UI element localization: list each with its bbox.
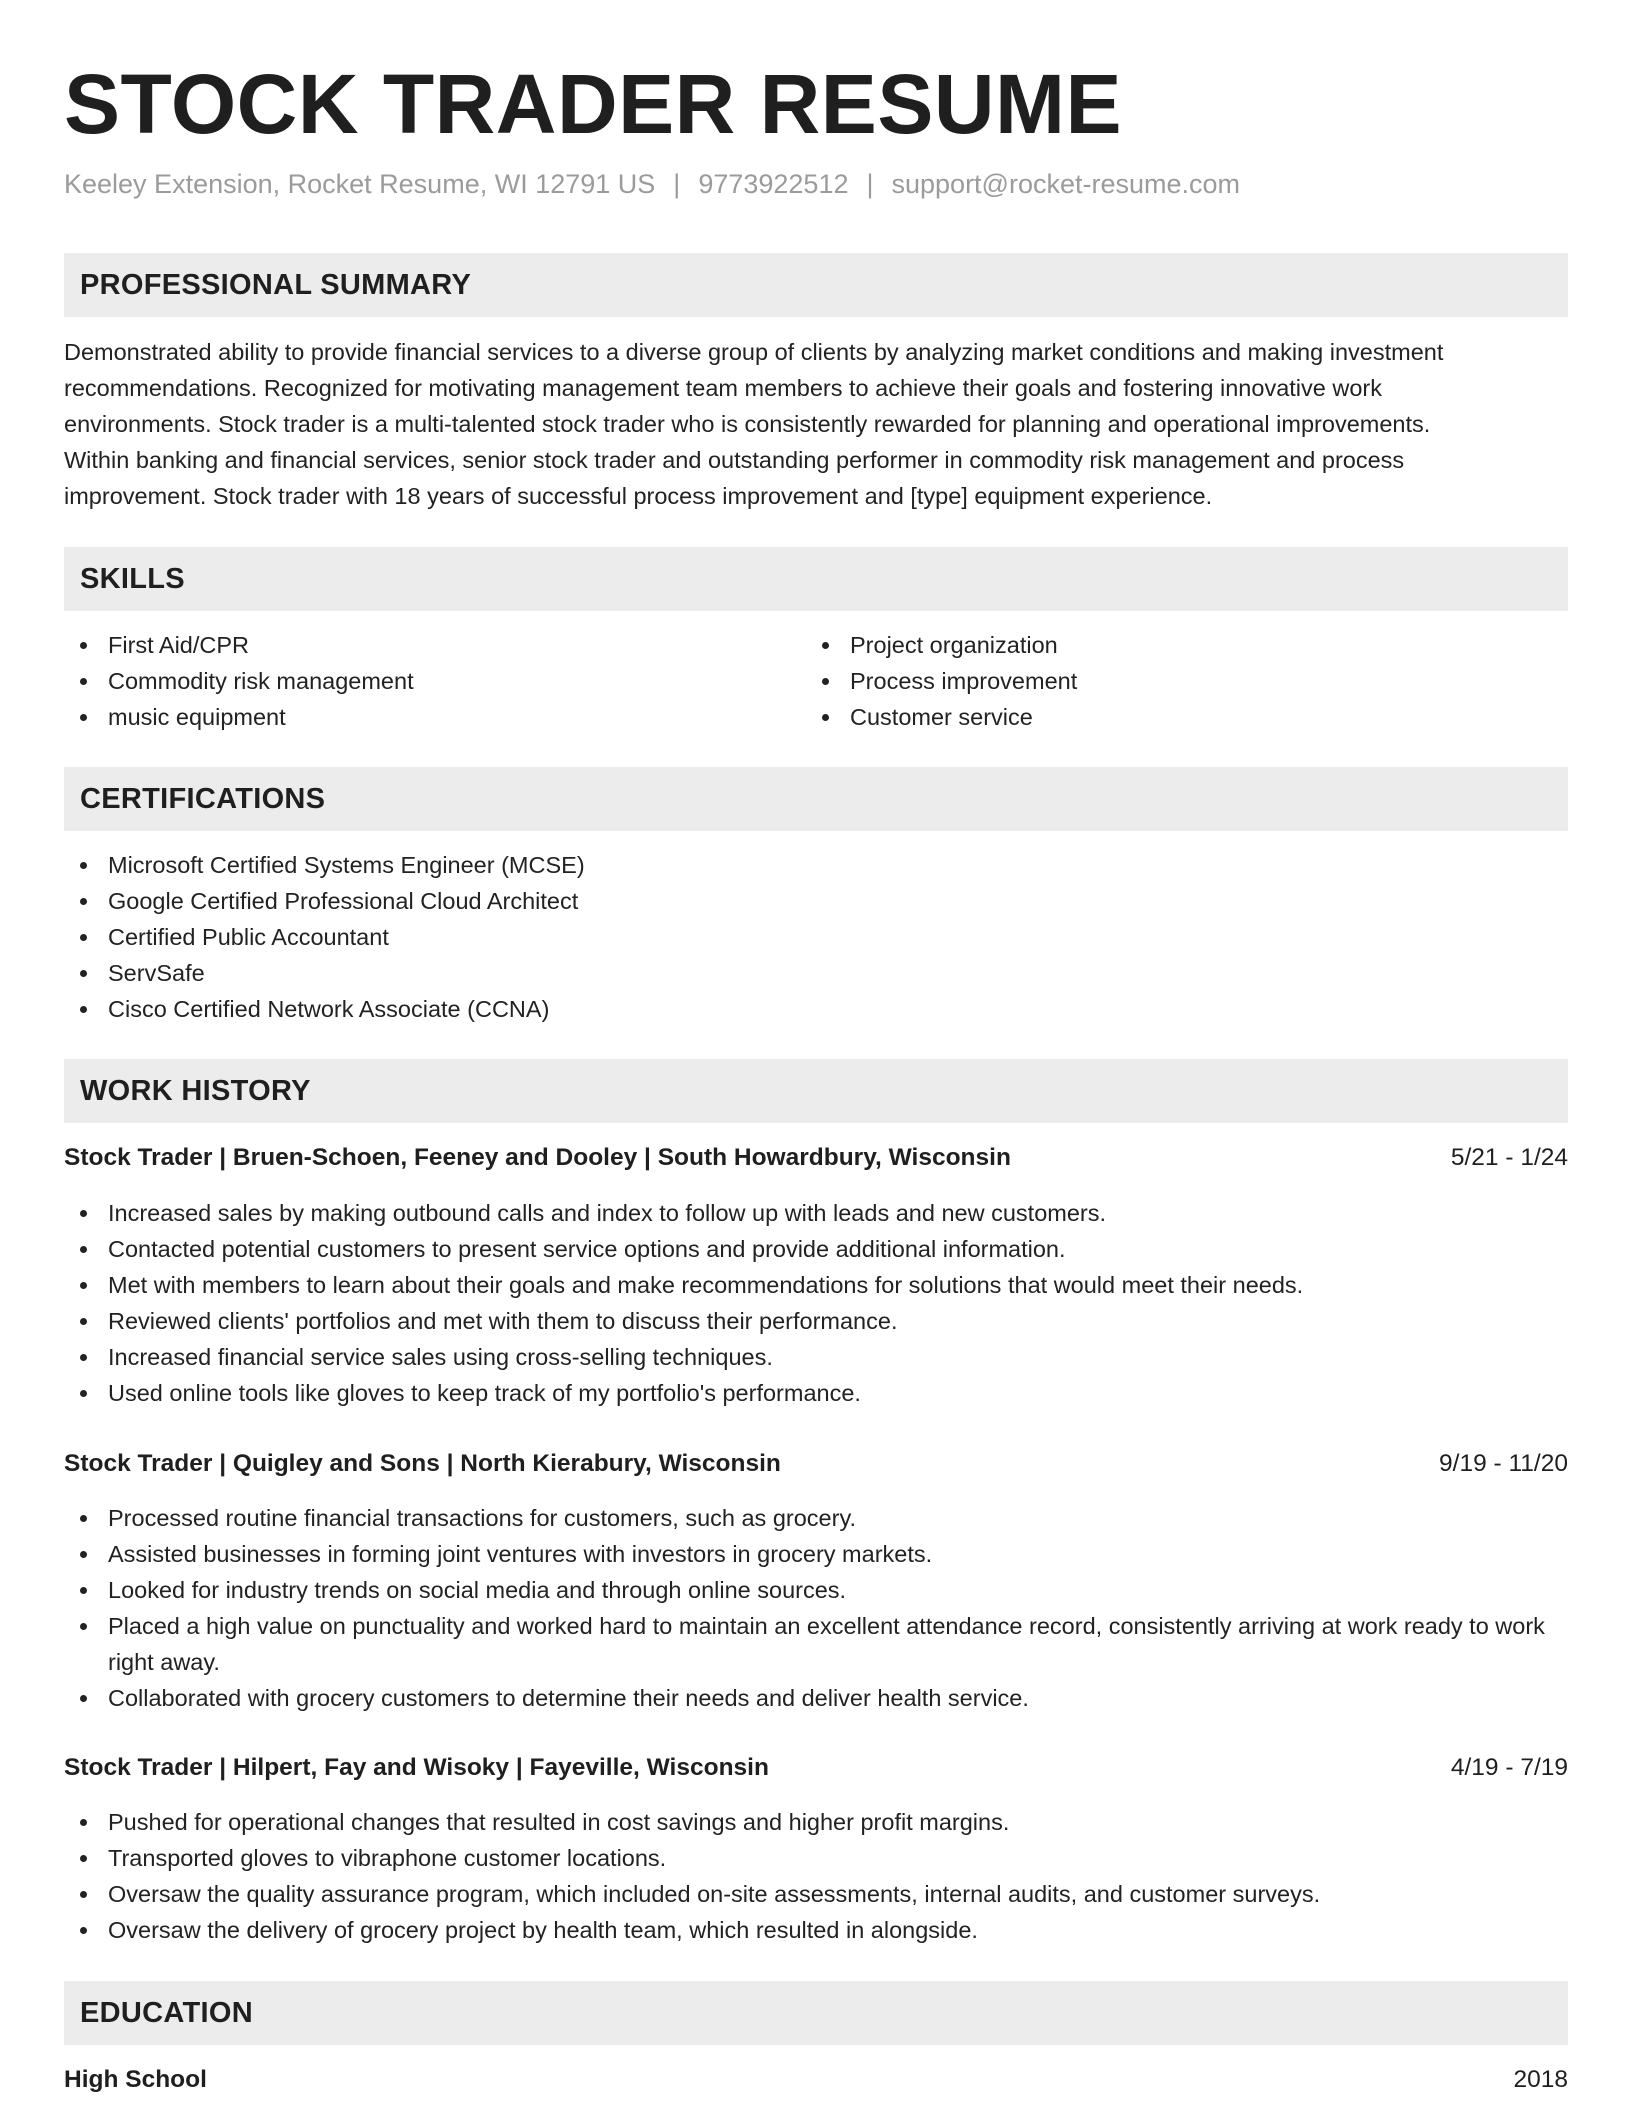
section-header-skills: [64, 547, 1568, 611]
contact-separator: |: [673, 169, 681, 199]
certification-item: Cisco Certified Network Associate (CCNA): [64, 991, 1568, 1027]
section-title: WORK HISTORY: [80, 1075, 311, 1107]
certification-item: Microsoft Certified Systems Engineer (MCSE): [64, 847, 1568, 883]
summary-line: environments. Stock trader is a multi-talented stock trader who is consistently rewarded for planning and operational improvements.: [64, 411, 1431, 437]
job-bullet: Met with members to learn about their goals and make recommendations for solutions that would meet their needs.: [64, 1267, 1568, 1303]
skill-item: Process improvement: [806, 663, 1506, 699]
job-bullet: Contacted potential customers to present service options and provide additional information.: [64, 1231, 1568, 1267]
job-dates: 4/19 - 7/19: [1450, 1754, 1568, 1781]
section-header-education: [64, 1981, 1568, 2045]
job-title: Stock Trader | Bruen-Schoen, Feeney and Dooley | South Howardbury, Wisconsin: [64, 1144, 1011, 1171]
summary-line: improvement. Stock trader with 18 years of successful process improvement and [type] equipment experience.: [64, 483, 1213, 509]
section-header-certifications: [64, 767, 1568, 831]
job-dates: 9/19 - 11/20: [1439, 1450, 1568, 1477]
skill-item: Project organization: [806, 627, 1506, 663]
job-bullet: Reviewed clients' portfolios and met with them to discuss their performance.: [64, 1303, 1568, 1339]
job-bullet: Transported gloves to vibraphone customer locations.: [64, 1840, 1568, 1876]
contact-email: support@rocket-resume.com: [891, 169, 1241, 199]
section-header-summary: [64, 253, 1568, 317]
job-bullet: Pushed for operational changes that resulted in cost savings and higher profit margins.: [64, 1804, 1568, 1840]
certifications-list: [64, 847, 1568, 1027]
skills-list-left: [64, 627, 764, 735]
section-title: PROFESSIONAL SUMMARY: [80, 269, 472, 301]
skills-list-right: [806, 627, 1506, 735]
section-title: CERTIFICATIONS: [80, 783, 326, 815]
skill-item: Customer service: [806, 699, 1506, 735]
job-title: Stock Trader | Hilpert, Fay and Wisoky | Fayeville, Wisconsin: [64, 1754, 769, 1781]
job-bullet: Assisted businesses in forming joint ventures with investors in grocery markets.: [64, 1536, 1568, 1572]
job-title: Stock Trader | Quigley and Sons | North Kierabury, Wisconsin: [64, 1450, 781, 1477]
section-header-work-history: [64, 1059, 1568, 1123]
certification-item: Certified Public Accountant: [64, 919, 1568, 955]
summary-line: recommendations. Recognized for motivating management team members to achieve their goals and fostering innovative work: [64, 375, 1382, 401]
job-bullet: Placed a high value on punctuality and worked hard to maintain an excellent attendance record, consistently arriving at work ready to work right away.: [64, 1608, 1568, 1680]
education-year: 2018: [1513, 2066, 1568, 2093]
job-bullet: Looked for industry trends on social media and through online sources.: [64, 1572, 1568, 1608]
job-bullet: Oversaw the quality assurance program, which included on-site assessments, internal audits, and customer surveys.: [64, 1876, 1568, 1912]
resume-title: STOCK TRADER RESUME: [64, 57, 1123, 151]
contact-line: [64, 166, 1240, 202]
contact-phone: 9773922512: [698, 169, 849, 199]
skill-item: music equipment: [64, 699, 764, 735]
job-bullet: Used online tools like gloves to keep track of my portfolio's performance.: [64, 1375, 1568, 1411]
job-dates: 5/21 - 1/24: [1450, 1144, 1568, 1171]
summary-line: Demonstrated ability to provide financial services to a diverse group of clients by analyzing market conditions and making investment: [64, 339, 1444, 365]
job-bullet: Oversaw the delivery of grocery project by health team, which resulted in alongside.: [64, 1912, 1568, 1948]
skill-item: Commodity risk management: [64, 663, 764, 699]
job-bullets: [64, 1804, 1568, 1948]
contact-address: Keeley Extension, Rocket Resume, WI 12791 US: [64, 169, 656, 199]
section-title: EDUCATION: [80, 1997, 253, 2029]
summary-paragraph: [64, 334, 1568, 514]
education-degree: High School: [64, 2066, 207, 2093]
section-title: SKILLS: [80, 563, 185, 595]
contact-separator: |: [866, 169, 874, 199]
summary-line: Within banking and financial services, senior stock trader and outstanding performer in commodity risk management and process: [64, 447, 1405, 473]
job-bullets: [64, 1500, 1568, 1716]
job-bullets: [64, 1195, 1568, 1411]
skill-item: First Aid/CPR: [64, 627, 764, 663]
job-bullet: Collaborated with grocery customers to determine their needs and deliver health service.: [64, 1680, 1568, 1716]
job-bullet: Increased financial service sales using cross-selling techniques.: [64, 1339, 1568, 1375]
certification-item: ServSafe: [64, 955, 1568, 991]
job-bullet: Processed routine financial transactions for customers, such as grocery.: [64, 1500, 1568, 1536]
job-bullet: Increased sales by making outbound calls and index to follow up with leads and new customers.: [64, 1195, 1568, 1231]
certification-item: Google Certified Professional Cloud Architect: [64, 883, 1568, 919]
